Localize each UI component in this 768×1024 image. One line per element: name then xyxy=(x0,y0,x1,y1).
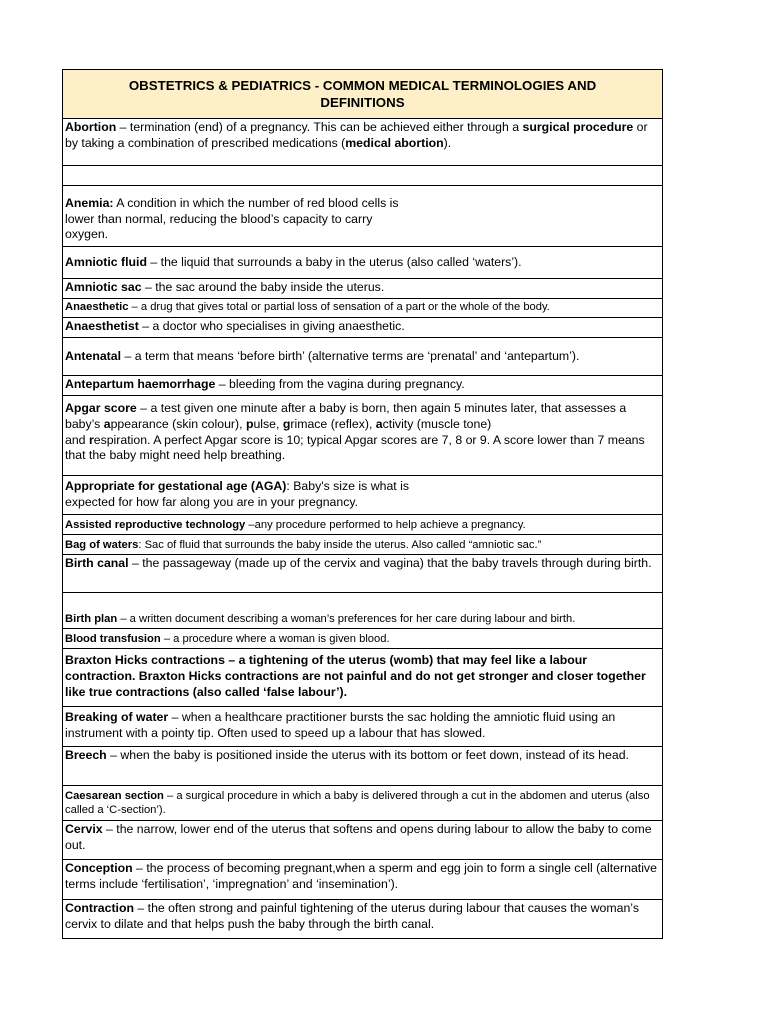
definition-text: – a drug that gives total or partial loss of sensation of a part or the whole of the body. xyxy=(128,301,550,313)
definition-text: – bleeding from the vagina during pregnancy. xyxy=(215,377,465,391)
entry-anemia xyxy=(63,186,663,247)
term-bold-text: Amniotic fluid xyxy=(65,254,147,269)
term-bold-text: Caesarean section xyxy=(65,790,164,802)
table-row xyxy=(63,593,663,629)
table-row xyxy=(63,535,663,555)
table-row xyxy=(63,376,663,396)
entry-apgar-score xyxy=(63,396,663,476)
definition-text: – a doctor who specialises in giving anaesthetic. xyxy=(138,319,405,333)
table-header-row xyxy=(63,70,663,119)
table-row xyxy=(63,860,663,900)
definition-text: – the narrow, lower end of the uterus that softens and opens during labour to allow the baby to come out. xyxy=(65,822,652,852)
definition-text: – a test given one minute after a baby is born, then again 5 minutes later, that assesses a baby’s xyxy=(65,401,627,431)
term-bold-text: a xyxy=(103,416,111,431)
definition-text: espiration. A perfect Apgar score is 10; typical Apgar scores are 7, 8 or 9. A score lower than 7 means that the baby might need help breathing. xyxy=(65,432,645,463)
table-row xyxy=(63,515,663,535)
entry-birth-canal xyxy=(63,555,663,593)
terminology-table xyxy=(62,69,663,939)
term-bold-text: Antepartum haemorrhage xyxy=(65,377,216,391)
table-row xyxy=(63,318,663,338)
table-row xyxy=(63,299,663,318)
term-bold-text: Bag of waters xyxy=(65,538,139,551)
term-bold-text: surgical procedure xyxy=(522,120,634,134)
table-row xyxy=(63,279,663,299)
entry-antenatal xyxy=(63,338,663,376)
definition-text: A condition in which the number of red blood cells is lower than normal, reducing the blood’s capacity to carry oxygen. xyxy=(65,195,399,242)
entry-anaesthetic xyxy=(63,299,663,318)
entry-birth-plan xyxy=(63,593,663,629)
entry-blood-transfusion xyxy=(63,629,663,649)
entry-conception xyxy=(63,860,663,900)
table-row xyxy=(63,119,663,166)
term-bold-text: Antenatal xyxy=(65,348,122,363)
table-row xyxy=(63,186,663,247)
entry-aga xyxy=(63,476,663,515)
table-row xyxy=(63,476,663,515)
table-row xyxy=(63,396,663,476)
definition-text: – the passageway (made up of the cervix and vagina) that the baby travels through during birth. xyxy=(128,556,652,570)
entry-anaesthetist xyxy=(63,318,663,338)
entry-amniotic-sac xyxy=(63,279,663,299)
entry-amniotic-fluid xyxy=(63,247,663,279)
term-bold-text: Conception xyxy=(65,861,133,875)
term-bold-text: Contraction xyxy=(65,901,134,915)
entry-antepartum-haemorrhage xyxy=(63,376,663,396)
term-bold-text: Cervix xyxy=(65,822,103,836)
entry-cervix xyxy=(63,821,663,860)
definition-text: – a procedure where a woman is given blood. xyxy=(160,632,390,645)
table-row xyxy=(63,786,663,821)
empty-cell xyxy=(63,166,663,186)
table-row xyxy=(63,707,663,747)
term-bold-text: medical abortion xyxy=(345,135,444,150)
table-row xyxy=(63,629,663,649)
entry-braxton-hicks xyxy=(63,649,663,707)
entry-breaking-of-water xyxy=(63,707,663,747)
definition-text: – when the baby is positioned inside the uterus with its bottom or feet down, instead of its head. xyxy=(106,748,629,762)
table-row xyxy=(63,555,663,593)
term-bold-text: Anaesthetist xyxy=(65,319,139,333)
term-bold-text: Birth plan xyxy=(65,613,118,625)
term-bold-text: Assisted reproductive technology xyxy=(65,518,246,531)
definition-text: ). xyxy=(443,135,452,150)
definition-text: : Baby's size is what is expected for how far along you are in your pregnancy. xyxy=(65,479,410,509)
definition-text: : Sac of fluid that surrounds the baby inside the uterus. Also called “amniotic sac.” xyxy=(138,538,542,551)
definition-text: ctivity (muscle tone) and xyxy=(65,416,492,447)
table-title: OBSTETRICS & PEDIATRICS - COMMON MEDICAL TERMINOLOGIES AND DEFINITIONS xyxy=(63,70,663,119)
table-row xyxy=(63,649,663,707)
table-row xyxy=(63,900,663,939)
definition-text: rimace (reflex), xyxy=(290,416,376,431)
definition-text: – the often strong and painful tightening of the uterus during labour that causes the woman’s cervix to dilate and that helps push the baby through the birth canal. xyxy=(65,901,639,931)
entry-caesarean-section xyxy=(63,786,663,821)
entry-assisted-reproductive-technology xyxy=(63,515,663,535)
term-bold-text: Appropriate for gestational age (AGA) xyxy=(65,479,287,494)
definition-text: – a written document describing a woman’s preferences for her care during labour and birth. xyxy=(117,613,576,625)
definition-text: or by taking a combination of prescribed medications ( xyxy=(65,120,648,150)
term-bold-text: Amniotic sac xyxy=(65,280,142,294)
entry-abortion xyxy=(63,119,663,166)
table-row-empty xyxy=(63,166,663,186)
definition-text: –any procedure performed to help achieve a pregnancy. xyxy=(245,518,526,531)
definition-text: – the liquid that surrounds a baby in the uterus (also called ‘waters’). xyxy=(146,254,522,269)
term-bold-text: Braxton Hicks contractions – a tightening of the uterus (womb) that may feel like a labour contraction. Braxton Hicks contractions are not painful and do not get stronger and closer together like true contractions (also called ‘false labour’). xyxy=(65,653,646,699)
table-row xyxy=(63,747,663,786)
term-bold-text: Breech xyxy=(65,748,107,762)
entry-breech xyxy=(63,747,663,786)
definition-text: – a surgical procedure in which a baby is delivered through a cut in the abdomen and uterus (also called a ‘C-section’). xyxy=(65,790,650,816)
term-bold-text: Anaesthetic xyxy=(65,301,129,313)
term-bold-text: Blood transfusion xyxy=(65,632,161,645)
definition-text: – termination (end) of a pregnancy. This can be achieved either through a xyxy=(116,120,523,134)
term-bold-text: p xyxy=(245,416,254,431)
term-bold-text: Anemia: xyxy=(65,195,114,210)
entry-contraction xyxy=(63,900,663,939)
term-bold-text: g xyxy=(282,416,291,431)
definition-text: – the sac around the baby inside the uterus. xyxy=(141,280,385,294)
definition-text: – when a healthcare practitioner bursts the sac holding the amniotic fluid using an instrument with a pointy tip. Often used to speed up a labour that has slowed. xyxy=(65,710,616,740)
entry-bag-of-waters xyxy=(63,535,663,555)
term-bold-text: Apgar score xyxy=(65,401,137,415)
term-bold-text: a xyxy=(375,416,383,431)
term-bold-text: Abortion xyxy=(65,120,117,134)
definition-text: ppearance (skin colour), xyxy=(110,416,246,431)
table-row xyxy=(63,821,663,860)
definition-text: – the process of becoming pregnant,when a sperm and egg join to form a single cell (alternative terms include ‘fertilisation’, ‘impregnation’ and ‘insemination’). xyxy=(65,861,657,891)
table-row xyxy=(63,338,663,376)
definition-text: – a term that means ‘before birth’ (alternative terms are ‘prenatal’ and ‘antepartum’). xyxy=(121,348,580,363)
term-bold-text: Breaking of water xyxy=(65,710,169,724)
term-bold-text: Birth canal xyxy=(65,556,129,570)
term-bold-text: r xyxy=(88,432,94,447)
table-row xyxy=(63,247,663,279)
definition-text: ulse, xyxy=(253,416,283,431)
